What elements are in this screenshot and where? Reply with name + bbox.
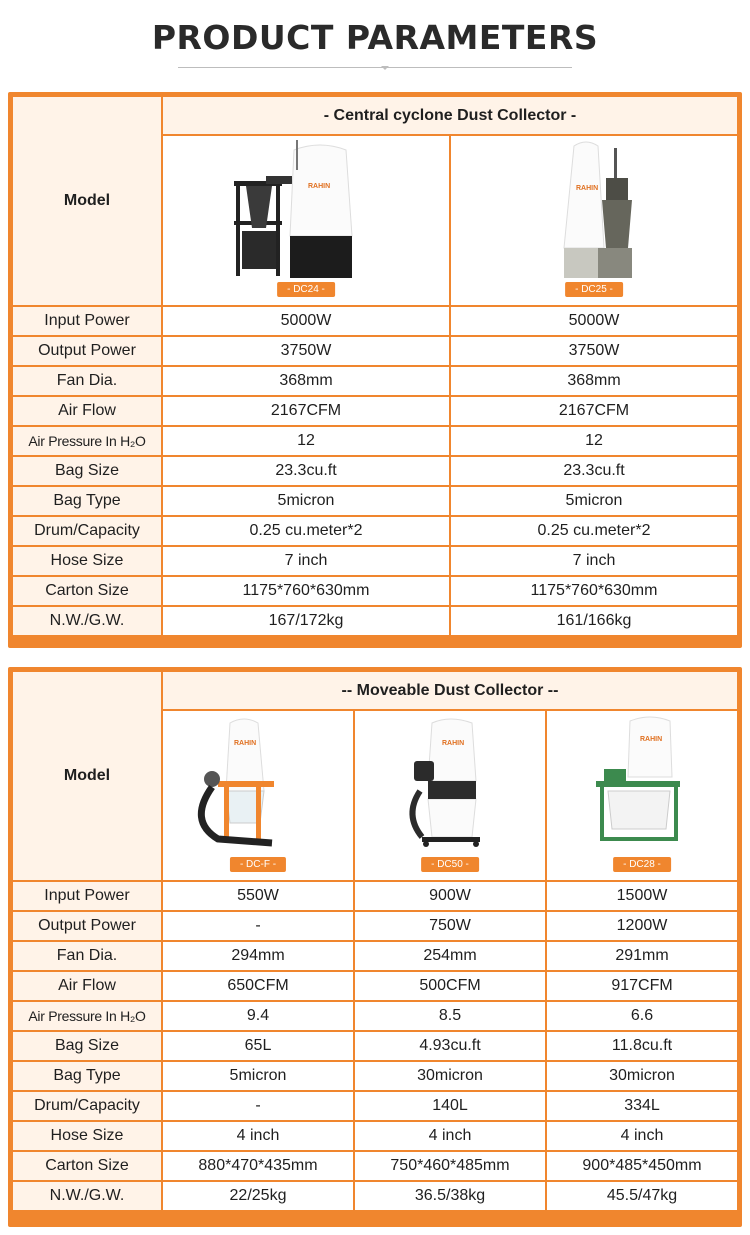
spec-value: 8.5 [355,1002,545,1030]
spec-row-label: Air Pressure In H₂O [13,1002,161,1030]
spec-row-label: Drum/Capacity [13,517,161,545]
model-label: Model [13,97,161,305]
spec-row-label: N.W./G.W. [13,607,161,635]
spec-row-label: Hose Size [13,1122,161,1150]
product-image-cell [163,711,353,880]
spec-value: 4.93cu.ft [355,1032,545,1060]
spec-value: 5micron [163,487,449,515]
spec-value: 161/166kg [451,607,737,635]
spec-row-label: Bag Size [13,457,161,485]
spec-value: 23.3cu.ft [163,457,449,485]
spec-value: 254mm [355,942,545,970]
spec-row-label: N.W./G.W. [13,1182,161,1210]
spec-value: - [163,912,353,940]
spec-value: 4 inch [163,1122,353,1150]
svg-text:RAHIN: RAHIN [640,736,663,743]
spec-row-label: Fan Dia. [13,367,161,395]
spec-value: 5000W [451,307,737,335]
spec-value: 12 [451,427,737,455]
product-model-tag: - DC28 - [613,857,671,872]
spec-value: 2167CFM [163,397,449,425]
spec-value: 294mm [163,942,353,970]
svg-text:RAHIN: RAHIN [308,183,331,190]
central-section-header: - Central cyclone Dust Collector - [163,97,737,134]
spec-row-label: Output Power [13,912,161,940]
spec-value: 550W [163,882,353,910]
spec-value: 750*460*485mm [355,1152,545,1180]
spec-value: 1175*760*630mm [163,577,449,605]
spec-value: 368mm [451,367,737,395]
spec-row-label: Input Power [13,307,161,335]
spec-row-label: Bag Size [13,1032,161,1060]
spec-row-label: Bag Type [13,487,161,515]
spec-value: 22/25kg [163,1182,353,1210]
dc24-product-image [163,136,449,283]
spec-value: 368mm [163,367,449,395]
spec-value: 650CFM [163,972,353,1000]
spec-value: 880*470*435mm [163,1152,353,1180]
svg-text:RAHIN: RAHIN [234,740,257,747]
spec-value: 23.3cu.ft [451,457,737,485]
spec-value: 140L [355,1092,545,1120]
spec-value: 12 [163,427,449,455]
product-image-cell [355,711,545,880]
product-image-cell [547,711,737,880]
spec-row-label: Hose Size [13,547,161,575]
spec-value: - [163,1092,353,1120]
spec-value: 0.25 cu.meter*2 [451,517,737,545]
spec-row-label: Input Power [13,882,161,910]
spec-row-label: Output Power [13,337,161,365]
spec-value: 5micron [451,487,737,515]
spec-value: 4 inch [547,1122,737,1150]
spec-value: 291mm [547,942,737,970]
spec-value: 1175*760*630mm [451,577,737,605]
spec-value: 1200W [547,912,737,940]
product-model-tag: - DC24 - [277,282,335,297]
spec-value: 5micron [163,1062,353,1090]
spec-row-label: Air Pressure In H₂O [13,427,161,455]
page-title: PRODUCT PARAMETERS [151,18,599,57]
spec-value: 7 inch [163,547,449,575]
dc28-product-image [547,711,737,858]
product-image-cell [451,136,737,305]
spec-value: 5000W [163,307,449,335]
spec-value: 6.6 [547,1002,737,1030]
spec-value: 9.4 [163,1002,353,1030]
spec-value: 750W [355,912,545,940]
spec-value: 65L [163,1032,353,1060]
spec-row-label: Bag Type [13,1062,161,1090]
spec-value: 7 inch [451,547,737,575]
spec-value: 45.5/47kg [547,1182,737,1210]
spec-value: 11.8cu.ft [547,1032,737,1060]
title-divider [178,67,572,68]
dc50-product-image [355,711,545,858]
spec-value: 1500W [547,882,737,910]
spec-value: 0.25 cu.meter*2 [163,517,449,545]
product-model-tag: - DC25 - [565,282,623,297]
spec-value: 3750W [451,337,737,365]
spec-value: 900W [355,882,545,910]
title-divider-tick [381,66,389,70]
product-image-cell [163,136,449,305]
spec-row-label: Air Flow [13,972,161,1000]
spec-value: 30micron [547,1062,737,1090]
spec-value: 2167CFM [451,397,737,425]
central-cyclone-spec-table [8,92,742,648]
moveable-section-header: -- Moveable Dust Collector -- [163,672,737,709]
product-model-tag: - DC50 - [421,857,479,872]
svg-text:RAHIN: RAHIN [442,740,465,747]
product-model-tag: - DC-F - [230,857,286,872]
spec-value: 3750W [163,337,449,365]
spec-row-label: Fan Dia. [13,942,161,970]
model-label: Model [13,672,161,880]
spec-value: 334L [547,1092,737,1120]
spec-value: 30micron [355,1062,545,1090]
svg-text:RAHIN: RAHIN [576,185,599,192]
spec-row-label: Carton Size [13,1152,161,1180]
spec-value: 167/172kg [163,607,449,635]
dcf-product-image [163,711,353,858]
dc25-product-image [451,136,737,283]
spec-value: 500CFM [355,972,545,1000]
spec-row-label: Drum/Capacity [13,1092,161,1120]
spec-value: 900*485*450mm [547,1152,737,1180]
spec-row-label: Air Flow [13,397,161,425]
spec-value: 4 inch [355,1122,545,1150]
moveable-spec-table [8,667,742,1227]
spec-value: 917CFM [547,972,737,1000]
spec-value: 36.5/38kg [355,1182,545,1210]
spec-row-label: Carton Size [13,577,161,605]
